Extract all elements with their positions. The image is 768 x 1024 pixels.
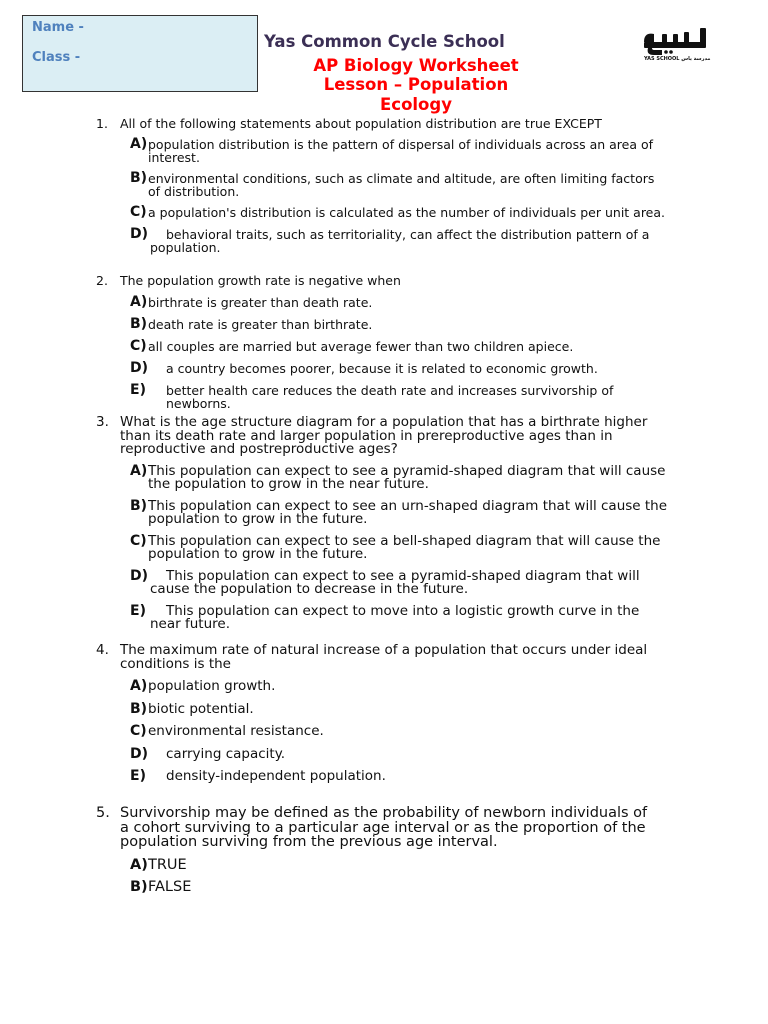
question-text: All of the following statements about population distribution are true EXCEPT xyxy=(120,116,602,131)
option-text: all couples are married but average fewer than two children apiece. xyxy=(148,339,574,354)
option-text: FALSE xyxy=(148,879,192,895)
option-letter: C) xyxy=(130,532,147,549)
school-logo xyxy=(640,24,712,66)
school-logo-mark xyxy=(640,24,712,56)
option-d xyxy=(130,567,675,597)
option-text: birthrate is greater than death rate. xyxy=(148,295,373,310)
option-text: death rate is greater than birthrate. xyxy=(148,317,373,332)
school-title: Yas Common Cycle School xyxy=(264,32,505,51)
option-letter: D) xyxy=(130,745,149,762)
option-letter: B) xyxy=(130,879,148,895)
class-label: Class - xyxy=(32,50,81,65)
option-letter: D) xyxy=(130,567,149,584)
lesson-title: Lesson – Population xyxy=(323,75,509,94)
question-number: 5. xyxy=(96,805,110,821)
option-text: This population can expect to see a pyramid-shaped diagram that will cause the population to grow in the near future. xyxy=(148,462,666,492)
option-c xyxy=(130,725,675,739)
option-a xyxy=(130,680,675,694)
question-number: 4. xyxy=(96,642,109,658)
option-text: environmental resistance. xyxy=(148,723,324,739)
student-info-box xyxy=(22,15,258,92)
option-letter: B) xyxy=(130,170,148,186)
option-b xyxy=(130,880,675,895)
option-letter: B) xyxy=(130,497,148,514)
option-d xyxy=(130,228,675,254)
option-letter: D) xyxy=(130,226,149,242)
question-number: 3. xyxy=(96,414,109,430)
question-2 xyxy=(96,274,696,410)
option-b xyxy=(130,700,675,717)
option-letter: A) xyxy=(130,678,148,694)
lesson-title-cut-line xyxy=(296,95,536,114)
option-d xyxy=(130,362,675,375)
option-text: a population's distribution is calculated as the number of individuals per unit area. xyxy=(148,205,666,220)
option-text: behavioral traits, such as territoriality, can affect the distribution pattern of a population. xyxy=(150,227,650,255)
option-d xyxy=(130,745,675,762)
option-text: density-independent population. xyxy=(166,768,386,784)
logo-caption: YAS SCHOOL مدرسة ياس xyxy=(644,56,711,62)
option-text: TRUE xyxy=(148,856,187,873)
option-a xyxy=(130,138,675,164)
lesson-title-cut-text: Ecology xyxy=(380,95,452,114)
option-letter: B) xyxy=(130,700,148,717)
option-letter: A) xyxy=(130,856,148,873)
option-b xyxy=(130,318,675,331)
question-3 xyxy=(96,416,696,632)
option-letter: D) xyxy=(130,360,149,376)
option-letter: E) xyxy=(130,768,146,784)
question-5 xyxy=(96,806,696,895)
option-c xyxy=(130,532,675,562)
option-e xyxy=(130,384,675,410)
option-letter: A) xyxy=(130,294,148,310)
name-label: Name - xyxy=(32,20,84,35)
option-a xyxy=(130,462,675,492)
option-e xyxy=(130,602,675,632)
option-a xyxy=(130,296,675,309)
option-text: better health care reduces the death rate and increases survivorship of newborns. xyxy=(166,383,614,411)
option-e xyxy=(130,770,675,784)
option-letter: C) xyxy=(130,723,147,739)
option-text: This population can expect to see a pyramid-shaped diagram that will cause the population to decrease in the future. xyxy=(150,567,640,597)
option-letter: C) xyxy=(130,338,147,354)
option-a xyxy=(130,858,675,873)
option-text: carrying capacity. xyxy=(166,745,286,762)
question-text: What is the age structure diagram for a population that has a birthrate higher than its death rate and larger population in prereproductive ages than in reproductive and postreproductive ages? xyxy=(120,414,648,457)
question-4 xyxy=(96,644,696,784)
question-1 xyxy=(96,117,696,254)
worksheet-title: AP Biology Worksheet xyxy=(313,56,519,75)
option-b xyxy=(130,497,675,527)
option-text: environmental conditions, such as climate and altitude, are often limiting factors of distribution. xyxy=(148,171,655,199)
option-letter: C) xyxy=(130,204,147,220)
question-text: Survivorship may be defined as the probability of newborn individuals of a cohort surviving to a particular age interval or as the proportion of the population surviving from the previous age interval. xyxy=(120,805,648,850)
option-text: This population can expect to move into a logistic growth curve in the near future. xyxy=(150,602,640,632)
option-text: population growth. xyxy=(148,678,276,694)
option-text: biotic potential. xyxy=(148,700,254,717)
option-letter: E) xyxy=(130,382,146,398)
option-c xyxy=(130,340,675,353)
option-text: This population can expect to see an urn-shaped diagram that will cause the population to grow in the future. xyxy=(148,497,668,527)
option-b xyxy=(130,172,675,198)
option-text: This population can expect to see a bell-shaped diagram that will cause the population to grow in the future. xyxy=(148,532,661,562)
option-text: population distribution is the pattern of dispersal of individuals across an area of interest. xyxy=(148,137,654,165)
option-letter: B) xyxy=(130,316,148,332)
question-number: 2. xyxy=(96,273,108,288)
option-c xyxy=(130,206,675,219)
question-text: The population growth rate is negative when xyxy=(120,273,401,288)
question-text: The maximum rate of natural increase of a population that occurs under ideal conditions is the xyxy=(120,642,648,672)
option-text: a country becomes poorer, because it is related to economic growth. xyxy=(166,361,598,376)
option-letter: A) xyxy=(130,462,148,479)
option-letter: E) xyxy=(130,602,146,619)
question-number: 1. xyxy=(96,116,108,131)
option-letter: A) xyxy=(130,136,148,152)
